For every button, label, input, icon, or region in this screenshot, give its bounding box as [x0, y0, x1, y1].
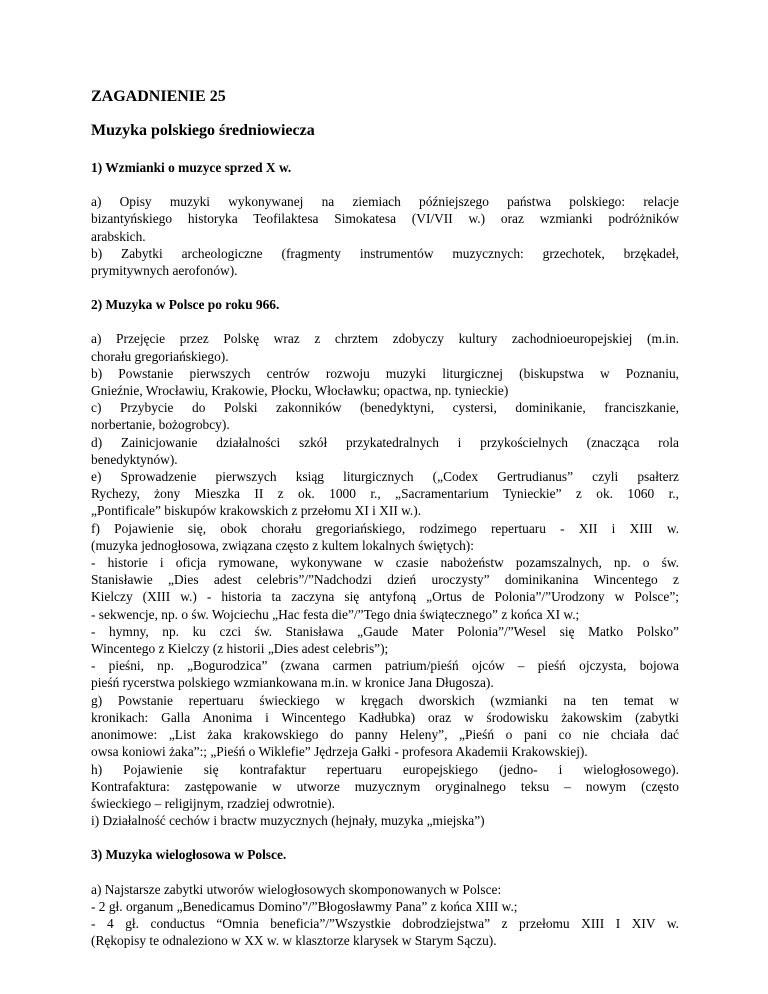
text-line: norbertanie, bożogrobcy).: [91, 417, 230, 433]
text-line: bizantyńskiego historyka Teofilaktesa Simokatesa (VI/VII w.) oraz wzmianki podróżników: [91, 211, 679, 227]
text-line: h) Pojawienie się kontrafaktur repertuaru europejskiego (jedno- i wielogłosowego).: [91, 761, 679, 777]
text-line: a) Przejęcie przez Polskę wraz z chrztem zdobyczy kultury zachodnioeuropejskiej (m.in.: [91, 331, 679, 347]
text-line: Gnieźnie, Wrocławiu, Krakowie, Płocku, Włocławku; opactwa, np. tynieckie): [91, 383, 509, 399]
text-line: a) Najstarsze zabytki utworów wielogłosowych skomponowanych w Polsce:: [91, 881, 502, 897]
text-line: „Pontificale” biskupów krakowskich z przełomu XI i XII w.).: [91, 503, 422, 519]
text-line: kronikach: Galla Anonima i Wincentego Kadłubka) oraz w środowisku żakowskim (zabytki: [91, 709, 679, 725]
text-line: - historie i oficja rymowane, wykonywane w czasie nabożeństw pozamszalnych, np. o św.: [91, 555, 679, 571]
text-line: b) Zabytki archeologiczne (fragmenty instrumentów muzycznych: grzechotek, brzękadeł,: [91, 245, 679, 261]
text-line: pieśń rycerstwa polskiego wzmiankowana m.in. w kronice Jana Długosza).: [91, 675, 494, 691]
section-heading: 2) Muzyka w Polsce po roku 966.: [91, 297, 280, 313]
section-heading: 1) Wzmianki o muzyce sprzed X w.: [91, 160, 292, 175]
text-line: arabskich.: [91, 228, 146, 244]
text-line: - hymny, np. ku czci św. Stanisława „Gaude Mater Polonia”/”Wesel się Matko Polsko”: [91, 623, 679, 639]
text-line: Stanisławie „Dies adest celebris”/”Nadchodzi dzień uroczysty” dominikanina Wincentego z: [91, 572, 679, 588]
section-body: [91, 881, 679, 950]
section-body: [91, 330, 679, 829]
text-line: świeckiego – religijnym, rzadziej odwrotnie).: [91, 795, 335, 811]
text-line: Wincentego z Kielczy (z historii „Dies adest celebris”);: [91, 641, 389, 657]
text-line: benedyktynów).: [91, 451, 178, 467]
text-line: - 2 gł. organum „Benedicamus Domino”/”Błogosławmy Pana” z końca XIII w.;: [91, 898, 518, 914]
text-line: prymitywnych aerofonów).: [91, 263, 238, 279]
text-line: a) Opisy muzyki wykonywanej na ziemiach późniejszego państwa polskiego: relacje: [91, 194, 679, 210]
text-line: - 4 gł. conductus “Omnia beneficia”/”Wszystkie dobrodziejstwa” z przełomu XIII I XIV w.: [91, 915, 679, 931]
document-title: Muzyka polskiego średniowiecza: [91, 122, 315, 139]
text-line: i) Działalność cechów i bractw muzycznych (hejnały, muzyka „miejska”): [91, 813, 485, 829]
chapter-heading: ZAGADNIENIE 25: [91, 88, 226, 105]
text-line: Kielczy (XIII w.) - historia ta zaczyna się antyfoną „Ortus de Polonia”/”Urodzony w Polsce”;: [91, 589, 679, 605]
text-line: anonimowe: „List żaka krakowskiego do panny Heleny”, „Pieśń o pani co nie chciała dać: [91, 727, 679, 743]
text-line: (Rękopisy te odnaleziono w XX w. w klasztorze klarysek w Starym Sączu).: [91, 933, 497, 949]
text-line: (muzyka jednogłosowa, związana często z kultem lokalnych świętych):: [91, 537, 474, 553]
section-body: [91, 193, 679, 279]
text-line: c) Przybycie do Polski zakonników (benedyktyni, cystersi, dominikanie, franciszkanie,: [91, 400, 679, 416]
sections-container: [91, 159, 679, 949]
text-line: Kontrafaktura: zastępowanie w utworze muzycznym oryginalnego teksu – nowym (często: [91, 778, 679, 794]
text-line: g) Powstanie repertuaru świeckiego w kręgach dworskich (wzmianki na ten temat w: [91, 692, 679, 708]
text-line: b) Powstanie pierwszych centrów rozwoju muzyki liturgicznej (biskupstwa w Poznaniu,: [91, 365, 679, 381]
document-body: [91, 87, 679, 966]
text-line: - pieśni, np. „Bogurodzica” (zwana carmen patrium/pieśń ojców – pieśń ojczysta, bojowa: [91, 658, 679, 674]
text-line: e) Sprowadzenie pierwszych ksiąg liturgicznych („Codex Gertrudianus” czyli psałterz: [91, 469, 679, 485]
text-line: d) Zainicjowanie działalności szkół przykatedralnych i przykościelnych (znacząca rola: [91, 434, 679, 450]
text-line: Rychezy, żony Mieszka II z ok. 1000 r., „Sacramentarium Tynieckie” z ok. 1060 r.,: [91, 486, 679, 502]
text-line: chorału gregoriańskiego).: [91, 348, 229, 364]
text-line: f) Pojawienie się, obok chorału gregoriańskiego, rodzimego repertuaru - XII i XIII w.: [91, 520, 679, 536]
section-heading: 3) Muzyka wielogłosowa w Polsce.: [91, 847, 287, 863]
text-line: - sekwencje, np. o św. Wojciechu „Hac festa die”/”Tego dnia świątecznego” z końca XI w.;: [91, 606, 580, 622]
text-line: owsa koniowi żaka”:; „Pieśń o Wiklefie” Jędrzeja Gałki - profesora Akademii Krakowskiej).: [91, 744, 588, 760]
